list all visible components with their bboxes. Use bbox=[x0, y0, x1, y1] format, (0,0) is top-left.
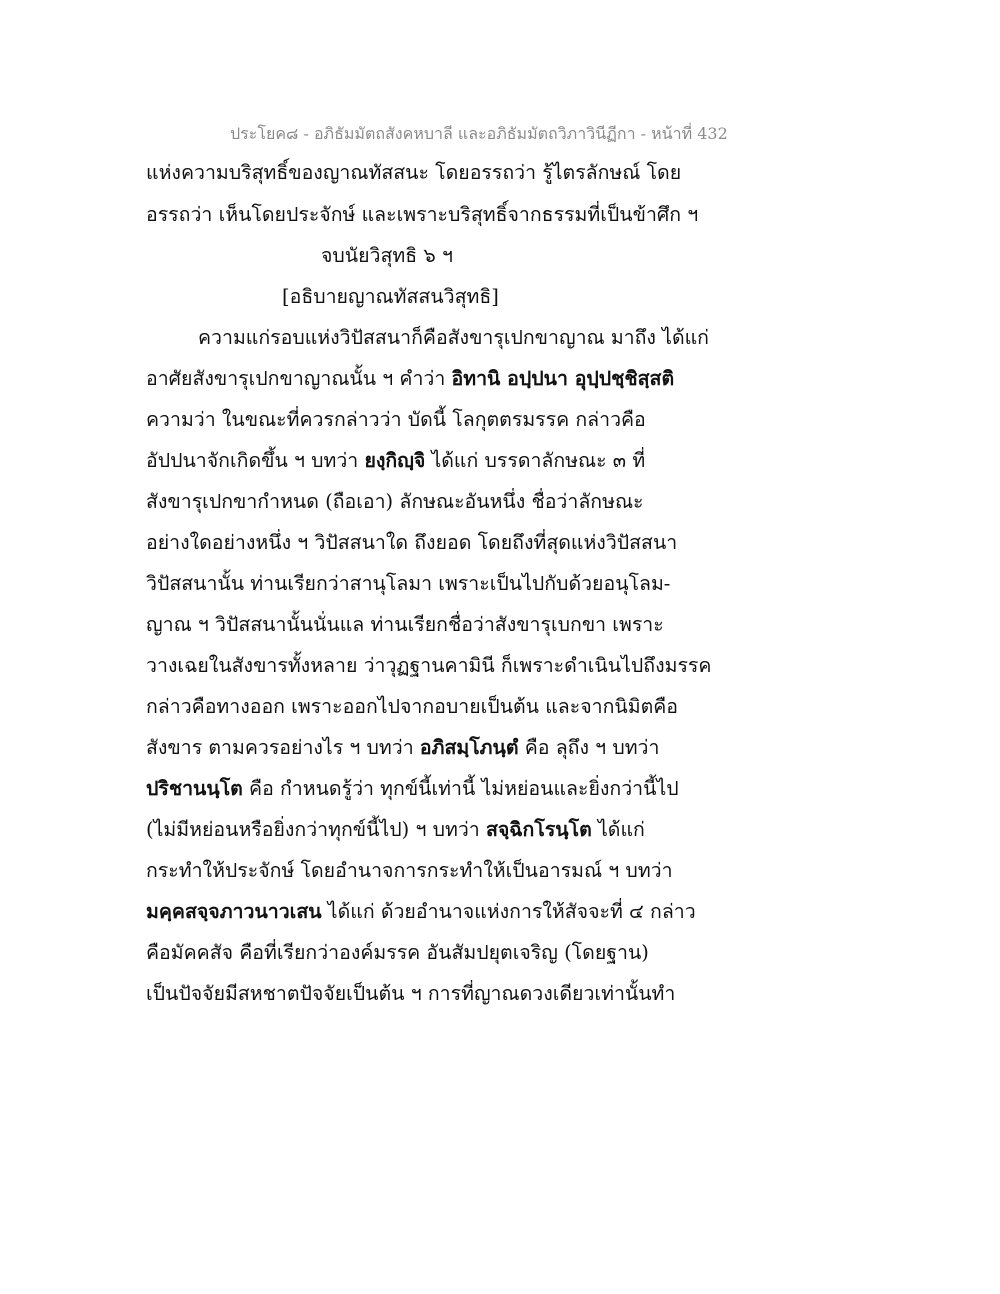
text-line: ความว่า ในขณะที่ควรกล่าวว่า บัดนี้ โลกุตตรมรรค กล่าวคือ bbox=[146, 408, 646, 431]
section-end-line: จบนัยวิสุทธิ ๖ ฯ bbox=[321, 244, 453, 267]
page-header: ประโยค๘ - อภิธัมมัตถสังคหบาลี และอภิธัมมัตถวิภาวินีฏีกา - หน้าที่ 432 bbox=[230, 124, 728, 143]
text-line: คือมัคคสัจ คือที่เรียกว่าองค์มรรค อันสัมปยุตเจริญ (โดยฐาน) bbox=[146, 941, 649, 964]
text-line: กล่าวคือทางออก เพราะออกไปจากอบายเป็นต้น และจากนิมิตคือ bbox=[146, 695, 678, 718]
text-line: กระทำให้ประจักษ์ โดยอำนาจการกระทำให้เป็นอารมณ์ ฯ บทว่า bbox=[146, 859, 673, 882]
text-line: แห่งความบริสุทธิ์ของญาณทัสสนะ โดยอรรถว่า รู้ไตรลักษณ์ โดย bbox=[146, 161, 682, 184]
text-line: อย่างใดอย่างหนึ่ง ฯ วิปัสสนาใด ถึงยอด โดยถึงที่สุดแห่งวิปัสสนา bbox=[146, 531, 678, 554]
text-line: ปริชานนฺโต คือ กำหนดรู้ว่า ทุกข์นี้เท่านี้ ไม่หย่อนและยิ่งกว่านี้ไป bbox=[146, 777, 679, 800]
text-line: อัปปนาจักเกิดขึ้น ฯ บทว่า ยงฺกิญฺจิ ได้แก่ บรรดาลักษณะ ๓ ที่ bbox=[146, 449, 646, 472]
text-line: วิปัสสนานั้น ท่านเรียกว่าสานุโลมา เพราะเป็นไปกับด้วยอนุโลม- bbox=[146, 572, 671, 595]
text-line: อาศัยสังขารุเปกขาญาณนั้น ฯ คำว่า อิทานิ อปฺปนา อุปฺปชฺชิสฺสติ bbox=[146, 367, 675, 390]
text-line: เป็นปัจจัยมีสหชาตปัจจัยเป็นต้น ฯ การที่ญาณดวงเดียวเท่านั้นทำ bbox=[146, 982, 676, 1005]
section-heading: [อธิบายญาณทัสสนวิสุทธิ] bbox=[282, 285, 499, 308]
text-line: ญาณ ฯ วิปัสสนานั้นนั่นแล ท่านเรียกชื่อว่าสังขารุเบกขา เพราะ bbox=[146, 613, 664, 636]
text-line: (ไม่มีหย่อนหรือยิ่งกว่าทุกข์นี้ไป) ฯ บทว่า สจฺฉิกโรนฺโต ได้แก่ bbox=[146, 818, 645, 841]
text-line: วางเฉยในสังขารทั้งหลาย ว่าวุฏฐานคามินี ก็เพราะดำเนินไปถึงมรรค bbox=[146, 654, 712, 677]
text-line: สังขาร ตามควรอย่างไร ฯ บทว่า อภิสมฺโภนฺตํ คือ ลุถึง ฯ บทว่า bbox=[146, 736, 660, 759]
text-line: มคฺคสจฺจภาวนาวเสน ได้แก่ ด้วยอำนาจแห่งการให้สัจจะที่ ๔ กล่าว bbox=[146, 900, 696, 923]
text-line: สังขารุเปกขากำหนด (ถือเอา) ลักษณะอันหนึ่ง ชื่อว่าลักษณะ bbox=[146, 490, 644, 513]
paragraph-first-line: ความแก่รอบแห่งวิปัสสนาก็คือสังขารุเปกขาญาณ มาถึง ได้แก่ bbox=[198, 326, 709, 349]
text-line: อรรถว่า เห็นโดยประจักษ์ และเพราะบริสุทธิ์จากธรรมที่เป็นข้าศึก ฯ bbox=[146, 203, 699, 226]
